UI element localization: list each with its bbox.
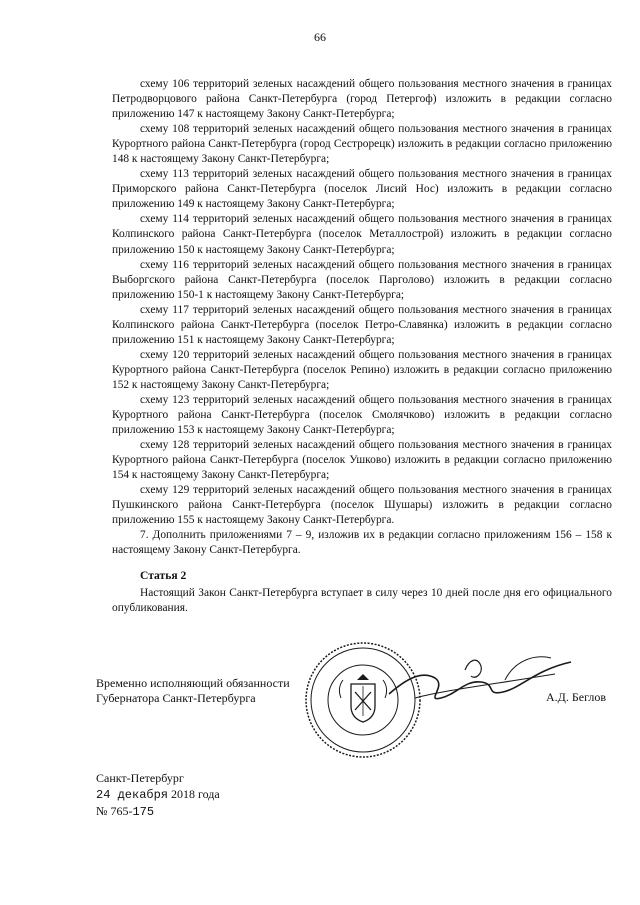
law-number (96, 803, 220, 820)
signer-name: А.Д. Беглов (546, 690, 607, 704)
paragraph: схему 114 территорий зеленых насаждений общего пользования местного значения в границах Колпинского района Санкт-Петербурга (поселок Металлострой) изложить в редакции согласно приложению 150 к настоящему Закону Санкт-Петербурга; (112, 213, 612, 256)
signature-icon (385, 640, 575, 730)
body-text (112, 77, 612, 559)
paragraph: 7. Дополнить приложениями 7 – 9, изложив их в редакции согласно приложениям 156 – 158 к настоящему Закону Санкт-Петербурга. (112, 529, 612, 557)
paragraph: схему 116 территорий зеленых насаждений общего пользования местного значения в границах Выборгского района Санкт-Петербурга (поселок Парголово) изложить в редакции согласно приложению 150-1 к настоящему Закону Санкт-Петербурга; (112, 258, 612, 301)
article-heading: Статья 2 (140, 569, 187, 582)
paragraph: схему 108 территорий зеленых насаждений общего пользования местного значения в границах Курортного района Санкт-Петербурга (город Сестрорецк) изложить в редакции согласно приложению 148 к настоящему Закону Санкт-Петербурга; (112, 123, 612, 166)
paragraph: схему 113 территорий зеленых насаждений общего пользования местного значения в границах Приморского района Санкт-Петербурга (поселок Лисий Нос) изложить в редакции согласно приложению 149 к настоящему Закону Санкт-Петербурга; (112, 168, 612, 211)
paragraph: схему 128 территорий зеленых насаждений общего пользования местного значения в границах Курортного района Санкт-Петербурга (поселок Ушково) изложить в редакции согласно приложению 154 к настоящему Закону Санкт-Петербурга; (112, 439, 612, 482)
page-number: 66 (314, 30, 326, 44)
paragraph: схему 117 территорий зеленых насаждений общего пользования местного значения в границах Колпинского района Санкт-Петербурга (поселок Петро-Славянка) изложить в редакции согласно приложению 151 к настоящему Закону Санкт-Петербурга; (112, 303, 612, 346)
paragraph: схему 120 территорий зеленых насаждений общего пользования местного значения в границах Курортного района Санкт-Петербурга (поселок Репино) изложить в редакции согласно приложению 152 к настоящему Закону Санкт-Петербурга; (112, 348, 612, 391)
number-typed: 175 (132, 805, 155, 819)
paragraph: схему 129 территорий зеленых насаждений общего пользования местного значения в границах Пушкинского района Санкт-Петербурга (поселок Шушары) изложить в редакции согласно приложению 155 к настоящему Закону Санкт-Петербурга. (112, 484, 612, 527)
signer-position (96, 676, 290, 706)
city: Санкт-Петербург (96, 771, 184, 785)
paragraph: схему 123 территорий зеленых насаждений общего пользования местного значения в границах Курортного района Санкт-Петербурга (поселок Смолячково) изложить в редакции согласно приложению 153 к настоящему Закону Санкт-Петербурга; (112, 393, 612, 437)
date (96, 786, 220, 803)
date-year: 2018 года (171, 787, 220, 801)
signing-place-date (96, 770, 220, 820)
article-2 (112, 568, 612, 617)
paragraph: схему 106 территорий зеленых насаждений общего пользования местного значения в границах Петродворцового района Санкт-Петербурга (город Петергоф) изложить в редакции согласно приложению 147 к настоящему Закону Санкт-Петербурга; (112, 78, 612, 121)
signer-position-line2: Губернатора Санкт-Петербурга (96, 691, 256, 705)
date-typed: 24 декабря (96, 788, 169, 802)
article-text: Настоящий Закон Санкт-Петербурга вступает в силу через 10 дней после дня его официального опубликования. (112, 586, 612, 614)
number-label: № 765- (96, 804, 133, 818)
signer-position-line1: Временно исполняющий обязанности (96, 676, 290, 690)
